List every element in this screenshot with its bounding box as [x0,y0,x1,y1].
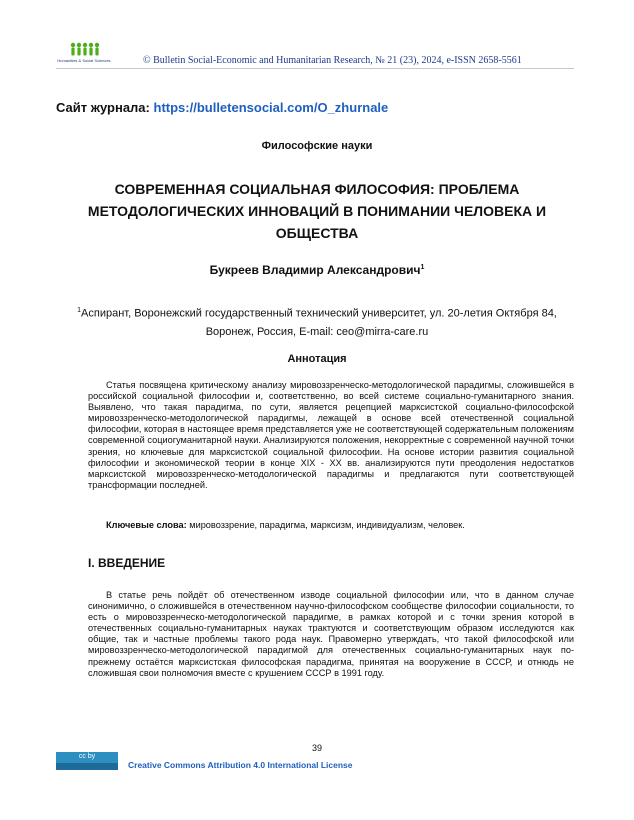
page-header [0,0,634,80]
intro-text: В статье речь пойдёт об отечественном изводе социальной философии или, что в данном случае синонимично, о сложившейся в отечественном научно-философском сообществе философии социальности, то есть о мировоззренческо-методологической парадигме, в рамках которой и с точки зрения которой в отечественных социально-гуманитарных науках трактуются и соответствующим образом исследуются как общие, так и частные проблемы такого рода наук. Правомерно утверждать, что такой философской или мировоззренческо-методологической парадигмой для отечественных социально-гуманитарных наук по-прежнему остаётся марксистская философская парадигма, принятая на вооружение в СССР, и отнюдь не сложившая свои полномочия вместе с крушением СССР в 1991 году. [88,590,574,678]
intro-heading: I. ВВЕДЕНИЕ [88,556,166,570]
page-number: 39 [311,743,322,753]
keywords [88,520,574,531]
affiliation-sup: 1 [77,307,82,314]
cc-badge-text: cc by [78,753,96,760]
article-title: СОВРЕМЕННАЯ СОЦИАЛЬНАЯ ФИЛОСОФИЯ: ПРОБЛЕМА МЕТОДОЛОГИЧЕСКИХ ИННОВАЦИЙ В ПОНИМАНИИ ЧЕЛОВЕКА И ОБЩЕСТВА [87,181,547,241]
license-link[interactable]: Creative Commons Attribution 4.0 International License [128,760,353,770]
journal-citation: © Bulletin Social-Economic and Humanitarian Research, № 21 (23), 2024, e-ISSN 2658-5561 [143,55,522,66]
logo-caption: Humanities & Social Sciences [57,58,111,63]
author-line [0,263,634,277]
journal-logo-icon [66,41,102,67]
keywords-label: Ключевые слова: [106,520,187,530]
affiliation [56,302,578,341]
section-heading: Философские науки [261,140,373,152]
journal-site-line [56,100,388,115]
keywords-text: мировоззрение, парадигма, марксизм, индивидуализм, человек. [189,520,465,530]
affiliation-line-2: Воронеж, Россия, E-mail: ceo@mirra-care.ru [205,325,429,338]
abstract-text: Статья посвящена критическому анализу мировоззренческо-методологической парадигмы, сложившейся в российской социальной философии и, соответственно, во всей системе социально-гуманитарного знания. Выявлено, что такая парадигма, по сути, является рецепцией марксистской социально-философской мировоззренческо-методологической парадигмы, лежащей в основе всей отечественной социальной философии, которая в настоящее время представляется уже не соответствующей содержательным положениям современной социогуманитарной науки. Анализируются положения, некорректные с современной научной точки зрения, но ключевые для марксистской социальной философии. На основе истории развития социальной философии и экономической теории в конце XIX - XX вв. анализируются пути преодоления недостатков марксистской мировоззренческо-методологической парадигмы и предлагаются пути соответствующей трансформации последней. [88,380,574,490]
affiliation-line-1: Аспирант, Воронежский государственный технический университет, ул. 20-летия Октября 84, [81,307,557,320]
cc-license-badge[interactable] [56,752,118,770]
site-link[interactable]: https://bulletensocial.com/O_zhurnale [153,100,389,115]
header-divider [56,68,574,69]
author-name: Букреев Владимир Александрович [209,263,421,277]
site-label: Сайт журнала: [56,100,150,115]
author-sup: 1 [420,264,425,271]
cc-badge-strip [56,763,118,770]
abstract-heading: Аннотация [287,353,347,365]
